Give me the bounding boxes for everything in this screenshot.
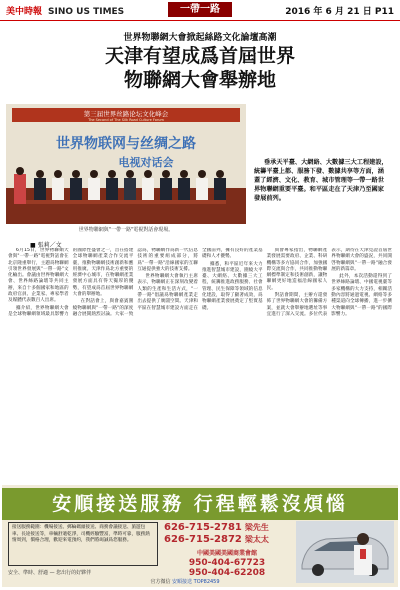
conference-photo [6,104,246,224]
phone-number[interactable]: 626-715-2872 [164,534,242,545]
article-headline [0,44,400,92]
photo-title-1: 世界物联网与丝绸之路 [56,136,196,152]
paragraph: 與會專家指出，物聯網產業發展需要政府、企業、科研機構等多方協同合作，加強國際交流與合作，共同推動物聯網標準制定和技術創新，讓物聯網更好地造福沿線國家人民。 [266,248,328,291]
article-body [8,248,392,480]
pull-quote: 垂承天平臺、大網絡、大數據三大工程建設，統籌平臺上都、服務下發、數據共享等方面，涵蓋了經濟、文化、教育、城市管理等一帶一路世界物聯網重要平臺。和平區走在了天津乃至國家發展前列。 [254,159,388,202]
office-phone-1[interactable]: 950-404-67723 [188,558,266,568]
paragraph: 據介紹，世界物聯網大會是全球物聯網領域最具影響力的國際性盛會之一，旨在搭建全球物聯網產業合作交流平臺，推動物聯網技術創新和應用推廣。天津作爲北方重要的經濟中心城市，在物聯網產業發展方面具有得天獨厚的優勢，有望成爲首屆世界物聯網大會的舉辦地。 [8,248,134,317]
headline-line-1: 天津有望成爲首屆世界 [104,45,295,67]
paragraph: 對話會期間，主辦方還發佈了世界物聯網大會的籌備方案，並就大會舉辦地選址等事宜進行了深入交流。多位代表表示，期待在天津見證首屆世界物聯網大會的盛況，共同開啓物聯網與"一帶一路"融合發展的新篇章。 [266,248,392,317]
ad-footer [80,578,290,585]
ad-office-label: 中國美國美國商業會館 [196,550,257,557]
article-kicker: 世界物聯網大會掀起絲路文化論壇高潮 [123,33,277,43]
ad-phone-1[interactable] [164,522,290,534]
paragraph: 此外，本次活動還得到了世界絲路論壇、中國電視臺等多家機構的大力支持，相關活動內容將通過電視、網絡等多種渠道向全球傳播，進一步擴大物聯網與"一帶一路"的國際影響力。 [331,274,392,317]
paragraph: 6月15日，世界物聯網大會與"一帶一路"電視對話會在北京隆重舉行，主題爲物聯網引領世界發展與"一帶一路"文化輸出。會議由世界物聯網大會、世界絲路論壇等共同主辦，來自十多個國家和地區的政府官員、企業家、專家學者及媒體代表數百人出席。 [8,248,69,304]
ad-services-text: 接送服務範圍：機場接送、郵輪碼頭接送、商務會議接送、旅遊包車、長途接送等，車輛舒適乾淨，司機經驗豐富，準時可靠，服務熱情周到，價格合理，歡迎來電預約，我們將竭誠爲您服務。 [8,522,158,566]
section-label: 一帶一路 [168,2,232,17]
paragraph: 世界物聯網大會執行主席表示，物聯網正在深刻改變着人類的生產和生活方式，"一帶一路"倡議爲物聯網產業走出去提供了廣闊空間。天津和平區在智慧城市建設方面走在全國前列，擁有良好的產業基礎和人才優勢。 [137,248,263,311]
photo-caption: 世界物聯網與"一帶一路"電視對話會現場。 [78,227,174,233]
ad-phone-2[interactable] [164,534,290,546]
wechat-link[interactable]: 安順接送 TOP82459 [172,579,220,585]
paragraph: 據悉，和平區近年來大力推進智慧城市建設，圍繞大平臺、大網絡、大數據三大工程，統籌推進政務服務、社會管理、民生保障等領域的信息化建設，取得了顯著成效，爲物聯網產業發展奠定了堅實基礎。 [201,261,263,311]
article-photo [6,104,246,224]
logo-chinese: 美中時報 [6,7,43,17]
date-page: 2016 年 6 月 21 日 P11 [285,7,394,17]
ad-headline: 安順接送服務 行程輕鬆沒煩惱 [52,493,348,515]
van-and-driver-photo [296,521,394,583]
office-phone-2[interactable]: 950-404-62208 [188,568,266,578]
paragraph: 在對話會上，與會嘉賓圍繞物聯網與"一帶一路"的深度融合展開熱烈討論。大家一致認爲，物聯網作爲新一代信息技術的重要組成部分，將爲"一帶一路"沿線國家的互聯互通提供強大的技術支撐。 [72,248,198,317]
photo-banner-english: The Second of The Silk Road Culture Forum [88,118,164,122]
ad-photo [296,521,394,583]
newspaper-logo [6,4,124,17]
ad-tagline: 安全、準時、舒適 — 您出行的好夥伴 [8,570,92,576]
photo-banner-text: 第三届世界丝路论坛文化峰会 [83,110,169,118]
wechat-label: 官方微信 [150,579,171,585]
byline: ■ 張莉／文 [30,242,62,249]
contact-name: 梁太太 [244,535,269,544]
logo-english: SINO US TIMES [48,7,125,17]
contact-name: 梁先生 [244,523,269,532]
photo-title-2: 电视对话会 [118,156,174,169]
ad-office-phones [164,558,290,578]
phone-number[interactable]: 626-715-2781 [164,522,242,533]
ad-phone-list [164,522,290,546]
headline-line-2: 物聯網大會舉辦地 [123,69,276,91]
